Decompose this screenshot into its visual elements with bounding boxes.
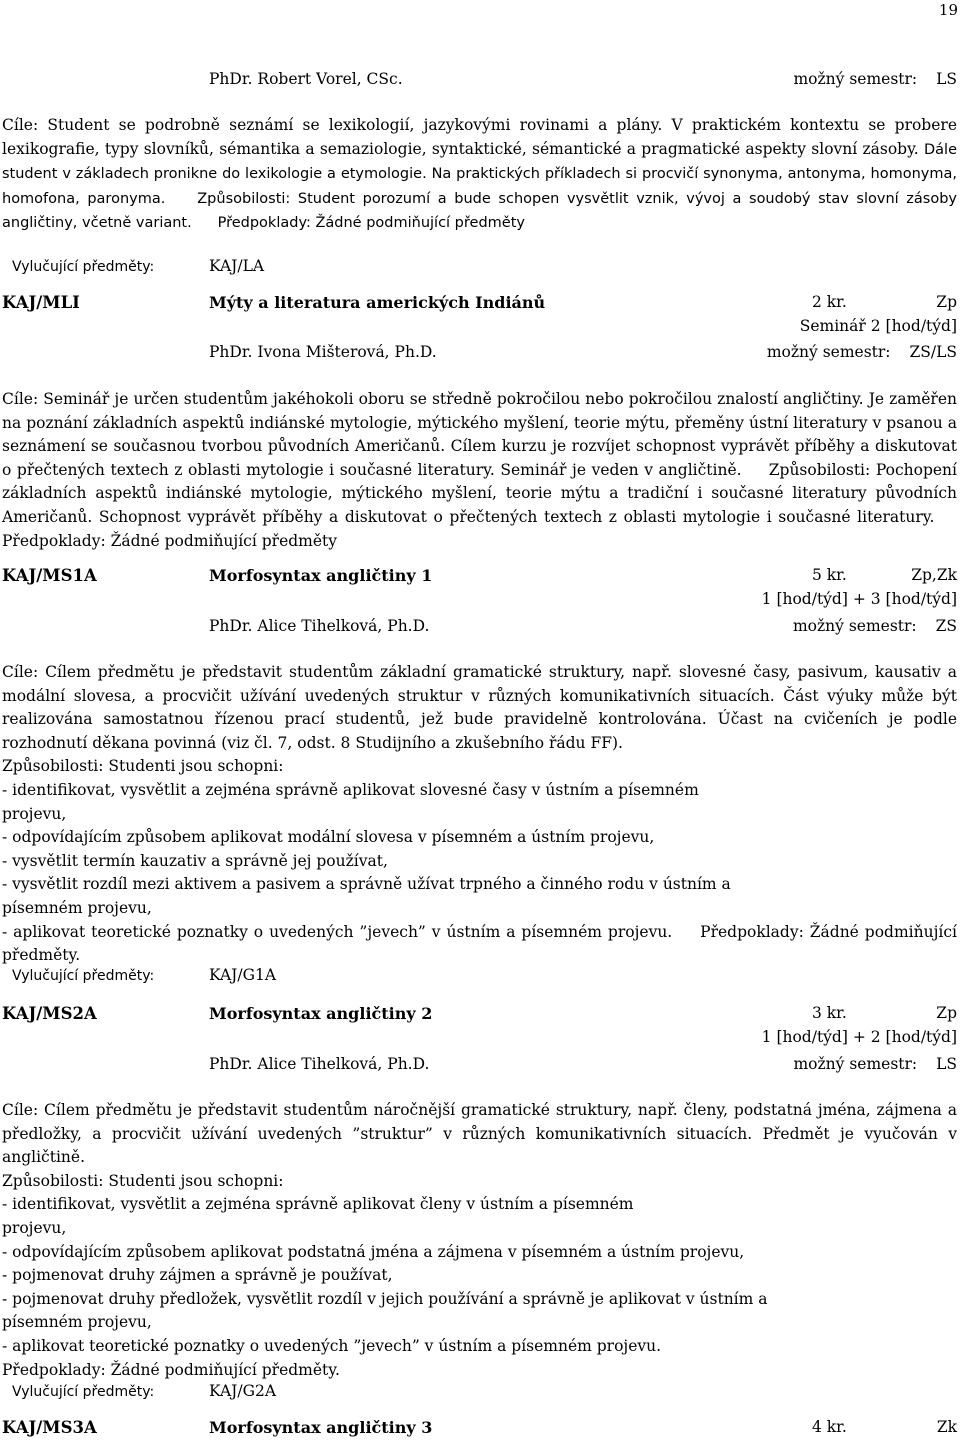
semester-value: LS — [936, 1055, 957, 1073]
vylucujici-row — [0, 1382, 957, 1406]
list-item: - identifikovat, vysvětlit a zejména správně aplikovat členy v ústním a písemném — [2, 1195, 634, 1214]
list-item: - vysvětlit termín kauzativ a správně jej používat, — [2, 851, 388, 870]
course-completion: Zk — [936, 1418, 957, 1436]
course-hours: Seminář 2 [hod/týd] — [799, 317, 957, 335]
vylucujici-value: KAJ/G2A — [209, 1382, 277, 1400]
semester-label: možný semestr: — [793, 1055, 918, 1073]
vylucujici-row — [0, 257, 957, 281]
course-title: Morfosyntax angličtiny 3 — [209, 1418, 433, 1437]
course-hours-row — [0, 317, 957, 341]
predpoklady-text: Předpoklady: Žádné podmiňující předměty — [217, 215, 525, 232]
cile-text: Cíle: Seminář je určen studentům jakéhokoli oboru se středně pokročilou nebo pokročilou znalostí angličtiny. — [2, 390, 864, 408]
teacher-name: PhDr. Alice Tihelková, Ph.D. — [209, 1055, 430, 1073]
course-header — [0, 1004, 957, 1028]
cile-text: Cíle: Cílem předmětu je představit studentům základní gramatické struktury, např. slovesné časy, pasivum, kausativ a modální slovesa, a procvičit užívání uvedených struktur v různých komunikativních situacích. Část výuky může být realizována samostatnou řízenou prací studentů, jež bude pravidelně kontrolována. Účast na cvičeních je podle rozhodnutí děkana povinná (viz čl. 7, odst. 8 Studijního a zkušebního řádu FF). — [2, 663, 957, 752]
course-title: Mýty a literatura amerických Indiánů — [209, 293, 546, 312]
course-credits: 5 kr. — [812, 566, 847, 584]
cile-text: Cíle: Cílem předmětu je představit studentům náročnější gramatické struktury, např. členy, podstatná jména, zájmena a předložky, a procvičit užívání uvedených ”struktur” v různých komunikativních situacích. Předmět je vyučován v angličtině. — [2, 1101, 957, 1167]
course-hours: 1 [hod/týd] + 3 [hod/týd] — [761, 590, 957, 608]
cile-text-2: Dále student v základech pronikne do lexikologie a etymologie. Na praktických příkladech si procvičí synonyma, antonyma, homonyma, homofona, paronyma. — [2, 141, 958, 207]
list-item: - odpovídajícím způsobem aplikovat modální slovesa v písemném a ústním projevu, — [2, 828, 655, 847]
course-completion: Zp — [936, 1004, 957, 1022]
semester-label: možný semestr: — [792, 617, 917, 635]
course-hours: 1 [hod/týd] + 2 [hod/týd] — [761, 1028, 957, 1046]
semester-value: ZS — [935, 617, 957, 635]
course-credits: 2 kr. — [812, 293, 847, 311]
course-code: KAJ/MS1A — [2, 566, 97, 585]
semester-value: ZS/LS — [909, 343, 957, 361]
teacher-name: PhDr. Alice Tihelková, Ph.D. — [209, 617, 430, 635]
course-completion: Zp,Zk — [911, 566, 957, 584]
list-item: písemném projevu, — [2, 1313, 152, 1332]
list-item: - aplikovat teoretické poznatky o uvedených ”jevech” v ústním a písemném projevu. — [2, 1336, 662, 1355]
list-item: - pojmenovat druhy zájmen a správně je používat, — [2, 1266, 393, 1285]
course-title: Morfosyntax angličtiny 1 — [209, 566, 433, 585]
course-header — [0, 1418, 957, 1442]
course-description — [2, 1099, 957, 1382]
page-number: 19 — [938, 1, 958, 19]
cile-text: Cíle: Student se podrobně seznámí se lexikologií, jazykovými rovinami a plány. V praktickém kontextu se probere lexikografie, typy slovníků, sémantika a semaziologie, syntaktické, sémantické a pragmatické aspekty slovní zásoby. — [2, 116, 957, 158]
zpusobilosti-text: Způsobilosti: Student porozumí a bude schopen vysvětlit vznik, vývoj a soudobý stav slovní zásoby angličtiny, včetně variant. — [2, 190, 958, 232]
semester-value: LS — [936, 70, 957, 88]
semester-label: možný semestr: — [766, 343, 891, 361]
course-code: KAJ/MS2A — [2, 1004, 97, 1023]
course-description — [2, 114, 957, 236]
vylucujici-row — [0, 966, 957, 990]
course-teacher-row — [0, 1055, 957, 1079]
predpoklady-text: Předpoklady: Žádné podmiňující předměty. — [2, 1360, 340, 1379]
list-item: - pojmenovat druhy předložek, vysvětlit rozdíl v jejich používání a správně je aplikovat v ústním a — [2, 1289, 768, 1308]
zpusobilosti-text: Způsobilosti: Pochopení základních aspektů indiánské mytologie, mýtického myšlení, teorie mýtu a tradiční i současné literatury původních Američanů. Schopnost vyprávět příběhy a diskutovat o přečtených textech z oblasti mytologie i současné literatury. — [2, 460, 957, 526]
course-credits: 4 kr. — [812, 1418, 847, 1436]
course-teacher-row — [0, 70, 957, 94]
course-hours-row — [0, 1028, 957, 1052]
course-code: KAJ/MS3A — [2, 1418, 97, 1437]
course-header — [0, 566, 957, 590]
course-teacher-row — [0, 343, 957, 367]
list-item: - aplikovat teoretické poznatky o uvedených ”jevech” v ústním a písemném projevu. — [2, 922, 673, 941]
vylucujici-label: Vylučující předměty: — [12, 1384, 155, 1400]
list-item: písemném projevu, — [2, 898, 152, 917]
course-description — [2, 661, 957, 968]
zpusobilosti-text: Způsobilosti: Studenti jsou schopni: — [2, 1171, 284, 1190]
vylucujici-value: KAJ/LA — [209, 257, 265, 275]
course-code: KAJ/MLI — [2, 293, 80, 312]
course-teacher-row — [0, 617, 957, 641]
vylucujici-label: Vylučující předměty: — [12, 968, 155, 984]
course-hours-row — [0, 590, 957, 614]
vylucujici-label: Vylučující předměty: — [12, 259, 155, 275]
list-item: - vysvětlit rozdíl mezi aktivem a pasivem a správně užívat trpného a činného rodu v ústním a — [2, 875, 731, 894]
predpoklady-text: Předpoklady: Žádné podmiňující předměty — [2, 531, 338, 550]
list-item: projevu, — [2, 804, 67, 823]
course-header — [0, 293, 957, 317]
vylucujici-value: KAJ/G1A — [209, 966, 277, 984]
list-item: projevu, — [2, 1218, 67, 1237]
teacher-name: PhDr. Ivona Mišterová, Ph.D. — [209, 343, 437, 361]
predpoklady-text: Předpoklady: Žádné podmiňující předměty. — [2, 922, 957, 965]
course-title: Morfosyntax angličtiny 2 — [209, 1004, 433, 1023]
semester-label: možný semestr: — [793, 70, 918, 88]
zpusobilosti-text: Způsobilosti: Studenti jsou schopni: — [2, 757, 284, 776]
course-description — [2, 388, 957, 553]
list-item: - identifikovat, vysvětlit a zejména správně aplikovat slovesné časy v ústním a písemném — [2, 780, 699, 799]
teacher-name: PhDr. Robert Vorel, CSc. — [209, 70, 403, 88]
description-text: Je zaměřen na poznání základních aspektů indiánské mytologie, mýtického myšlení, teorie mýtu, přeměny ústní literatury v psanou a seznámení se současnou tvorbou původních Američanů. Cílem kurzu je rozvíjet schopnost vyprávět příběhy a diskutovat o přečtených textech z oblasti mytologie i současné literatury. Seminář je veden v angličtině. — [2, 390, 958, 479]
list-item: - odpovídajícím způsobem aplikovat podstatná jména a zájmena v písemném a ústním projevu, — [2, 1242, 745, 1261]
course-credits: 3 kr. — [812, 1004, 847, 1022]
course-completion: Zp — [936, 293, 957, 311]
